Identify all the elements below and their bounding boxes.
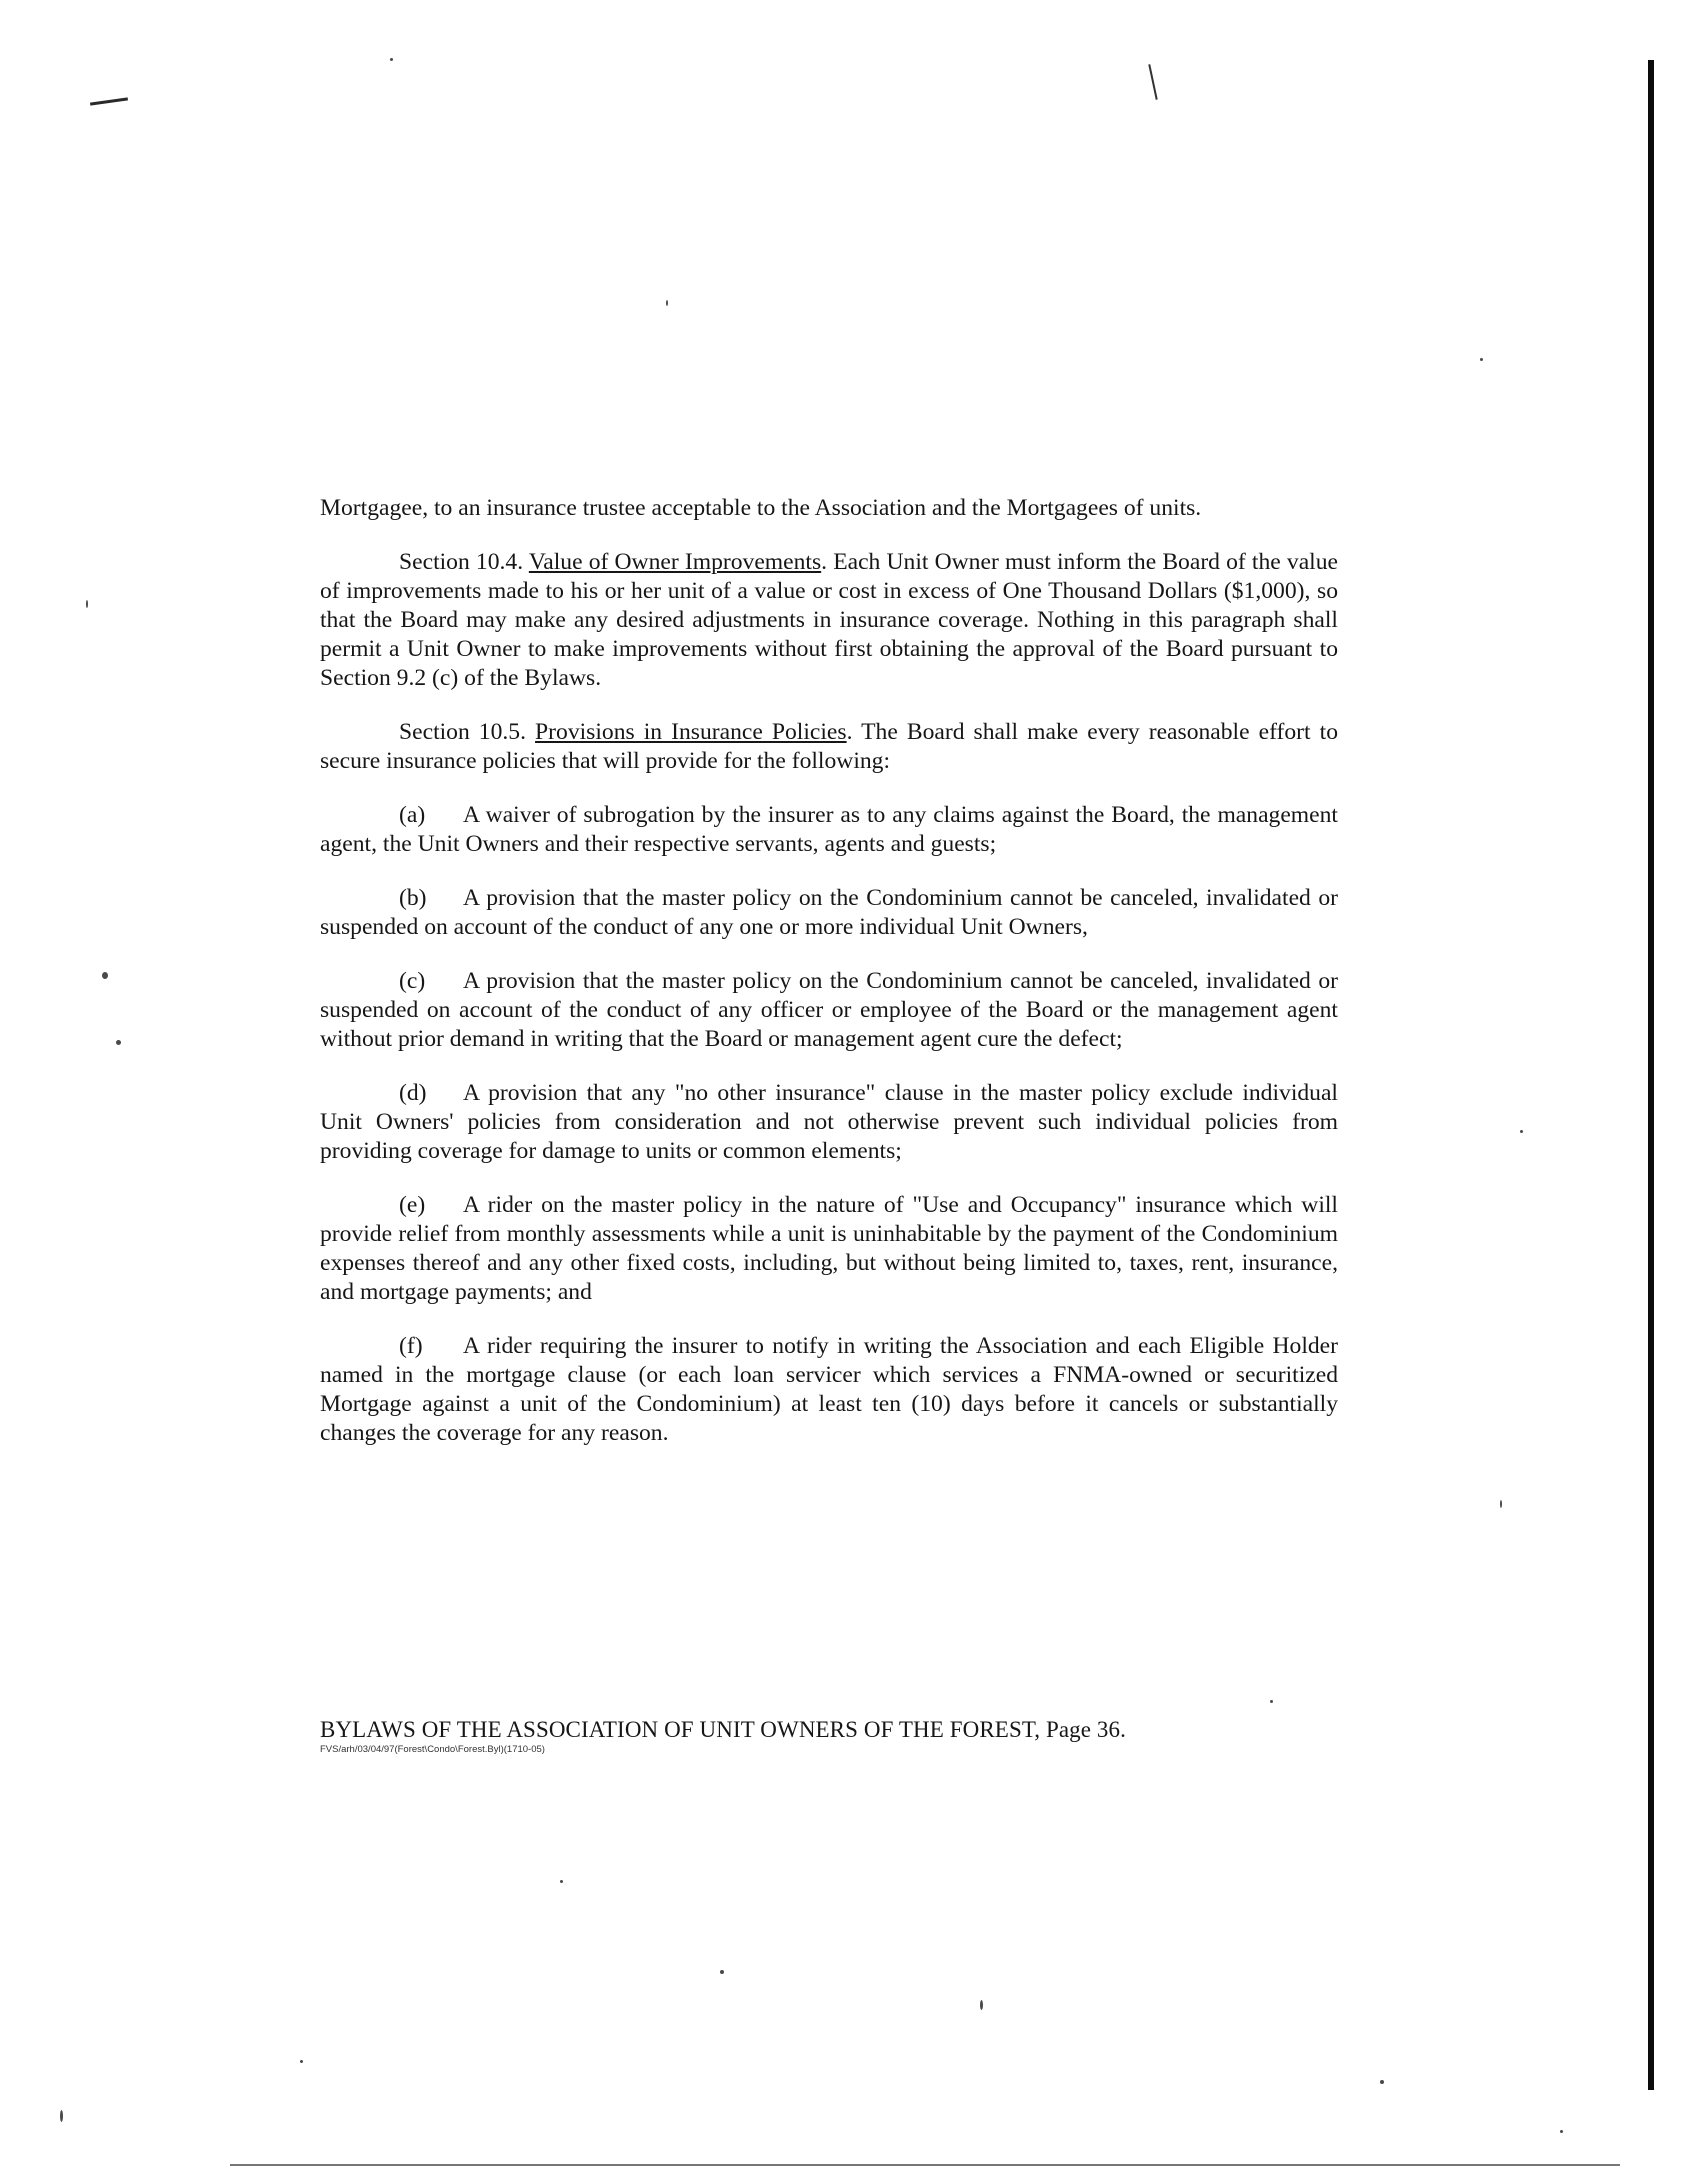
section-number: Section 10.4.	[399, 549, 524, 575]
item-label: (a)	[399, 802, 426, 828]
provision-item-d	[320, 1079, 1338, 1166]
scan-speck	[1520, 1130, 1523, 1133]
scan-mark	[1148, 64, 1157, 100]
item-text: A provision that the master policy on the Condominium cannot be canceled, invalidated or suspended on account of the conduct of any one or more individual Unit Owners,	[320, 885, 1338, 940]
scan-speck	[300, 2060, 303, 2063]
section-10-4	[320, 548, 1338, 693]
scan-speck	[86, 600, 88, 608]
item-label: (d)	[399, 1080, 427, 1106]
item-text: A provision that the master policy on the Condominium cannot be canceled, invalidated or suspended on account of the conduct of any officer or employee of the Board or the management agent without prior demand in writing that the Board or management agent cure the defect;	[320, 968, 1338, 1052]
footer-title: BYLAWS OF THE ASSOCIATION OF UNIT OWNERS OF THE FOREST, Page 36.	[320, 1717, 1126, 1742]
scan-speck	[60, 2110, 63, 2122]
scan-speck	[1380, 2080, 1384, 2084]
scan-speck	[102, 972, 108, 979]
section-text: . Each Unit Owner must inform the Board of the value of improvements made to his or her unit of a value or cost in excess of One Thousand Dollars ($1,000), so that the Board may make any desired adjustments in insurance coverage. Nothing in this paragraph shall permit a Unit Owner to make improvements without first obtaining the approval of the Board pursuant to Section 9.2 (c) of the Bylaws.	[320, 549, 1338, 691]
scan-speck	[666, 300, 668, 306]
item-text: A rider requiring the insurer to notify in writing the Association and each Eligible Holder named in the mortgage clause (or each loan servicer which services a FNMA-owned or securitized Mortgage against a unit of the Condominium) at least ten (10) days before it cancels or substantially changes the coverage for any reason.	[320, 1333, 1338, 1446]
section-number: Section 10.5.	[399, 719, 526, 745]
continuation-paragraph: Mortgagee, to an insurance trustee acceptable to the Association and the Mortgagees of units.	[320, 495, 1202, 521]
provision-item-e	[320, 1191, 1338, 1307]
provision-item-b	[320, 884, 1338, 942]
footer-file-code: FVS/arh/03/04/97(Forest\Condo\Forest.Byl)(1710-05)	[320, 1744, 545, 1755]
scan-speck	[1560, 2130, 1563, 2133]
provision-item-a	[320, 801, 1338, 859]
item-text: A provision that any "no other insurance" clause in the master policy exclude individual Unit Owners' policies from consideration and not otherwise prevent such individual policies from providing coverage for damage to units or common elements;	[320, 1080, 1338, 1164]
scan-speck	[720, 1970, 724, 1974]
document-body	[320, 494, 1338, 1473]
page-footer	[320, 1716, 1338, 1756]
item-text: A waiver of subrogation by the insurer as to any claims against the Board, the management agent, the Unit Owners and their respective servants, agents and guests;	[320, 802, 1338, 857]
item-label: (b)	[399, 885, 427, 911]
provision-item-c	[320, 967, 1338, 1054]
scan-edge-shadow	[1648, 60, 1654, 2090]
scan-bottom-line	[230, 2164, 1620, 2166]
scan-speck	[390, 58, 393, 61]
section-heading: Value of Owner Improvements	[528, 549, 822, 575]
item-label: (c)	[399, 968, 426, 994]
item-text: A rider on the master policy in the nature of "Use and Occupancy" insurance which will provide relief from monthly assessments while a unit is uninhabitable by the payment of the Condominium expenses thereof and any other fixed costs, including, but without being limited to, taxes, rent, insurance, and mortgage payments; and	[320, 1192, 1338, 1305]
scan-speck	[980, 2000, 983, 2010]
scan-speck	[1270, 1700, 1273, 1703]
item-label: (f)	[399, 1333, 423, 1359]
scan-mark	[90, 97, 128, 105]
provision-item-f	[320, 1332, 1338, 1448]
scan-speck	[1480, 358, 1483, 361]
section-text: . The Board shall make every reasonable effort to secure insurance policies that will provide for the following:	[320, 719, 1338, 774]
section-10-5	[320, 718, 1338, 776]
scan-speck	[560, 1880, 563, 1883]
scan-speck	[116, 1040, 121, 1045]
scan-speck	[1500, 1500, 1502, 1508]
item-label: (e)	[399, 1192, 426, 1218]
section-heading: Provisions in Insurance Policies	[535, 719, 847, 745]
